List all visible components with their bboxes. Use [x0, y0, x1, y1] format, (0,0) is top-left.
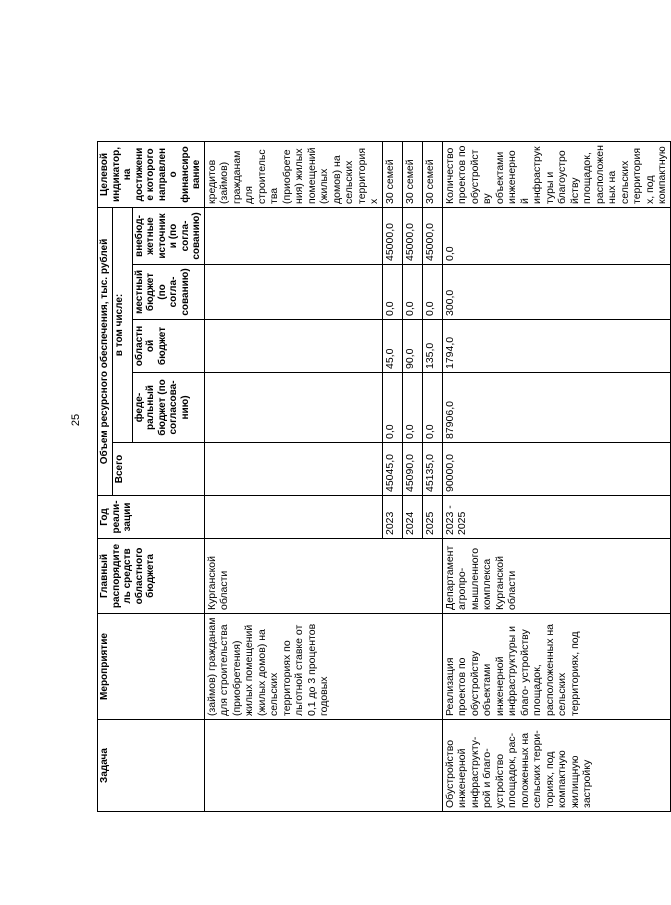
distributor-cell: Курганской области [204, 539, 442, 614]
header-local: местный бюджет (по согла- сованию) [132, 265, 204, 320]
total-cell: 90000,0 [442, 443, 670, 496]
header-regional: областной бюджет [132, 320, 204, 373]
extra-cell: 45000,0 [402, 207, 422, 264]
regional-cell: 135,0 [422, 320, 442, 373]
federal-cell: 87906,0 [442, 373, 670, 443]
rotated-table-wrapper [97, 142, 668, 812]
regional-cell: 1794,0 [442, 320, 670, 373]
header-volume: Объем ресурсного обеспечения, тыс. рублей [98, 207, 113, 495]
header-total: Всего [112, 443, 204, 496]
indicator-cell: 30 семей [402, 141, 422, 207]
year-cell: 2024 [402, 496, 422, 539]
header-year: Год реали- зации [98, 496, 205, 539]
local-cell: 0,0 [402, 265, 422, 320]
extra-cell: 45000,0 [422, 207, 442, 264]
regional-cell: 45,0 [382, 320, 402, 373]
extra-cell: 45000,0 [382, 207, 402, 264]
page-number: 25 [70, 413, 82, 427]
header-distributor: Главный распорядитель средств областного бюджета [98, 539, 205, 614]
header-task: Задача [98, 720, 205, 812]
year-cell: 2025 [422, 496, 442, 539]
distributor-cell: Департамент агропро- мышленного комплекса Курганской области [442, 539, 670, 614]
header-including: в том числе: [112, 207, 132, 442]
header-extra: внебюд- жетные источники (по согла- сованию) [132, 207, 204, 264]
local-cell: 0,0 [382, 265, 402, 320]
year-cell: 2023 [382, 496, 402, 539]
federal-cell: 0,0 [382, 373, 402, 443]
total-cell: 45135,0 [422, 443, 442, 496]
task-cell: Обустройство инженерной инфраструкту- рой и благо- устройство площадок, рас- положенных на сельских терри- ториях, под компактную жилищную застройку [442, 720, 670, 812]
year-cell: 2023 - 2025 [442, 496, 670, 539]
regional-cell: 90,0 [402, 320, 422, 373]
total-cell: 45090,0 [402, 443, 422, 496]
federal-cell: 0,0 [402, 373, 422, 443]
indicator-cell: Количество проектов по обустройству объектами инженерной инфраструктуры и благоустройству площадок, расположенных на сельских территориях, под компактную [442, 141, 670, 207]
local-cell: 0,0 [422, 265, 442, 320]
measure-cell: Реализация проектов по обустройству объектами инженерной инфраструктуры и благо- устройству площадок, расположенных на сельских территориях, под [442, 614, 670, 720]
resource-table [97, 141, 671, 812]
table-row [442, 141, 670, 811]
task-cell [204, 720, 442, 812]
total-cell: 45045,0 [382, 443, 402, 496]
extra-cell: 0,0 [442, 207, 670, 264]
indicator-cell: 30 семей [382, 141, 402, 207]
header-measure: Мероприятие [98, 614, 205, 720]
indicator-cell: 30 семей [422, 141, 442, 207]
header-federal: феде- ральный бюджет (по согласова- нию) [132, 373, 204, 443]
header-indicator: Целевой индикатор, на достижение которого направлено финансирование [98, 141, 205, 207]
indicator-text-cell: кредитов (займов) гражданам для строительства (приобретения) жилых помещений (жилых домов) на сельских территориях [204, 141, 382, 207]
federal-cell: 0,0 [422, 373, 442, 443]
measure-cell: (займов) гражданам для строительства (приобретения) жилых помещений (жилых домов) на сельских территориях по льготной ставке от 0,1 до 3 процентов годовых [204, 614, 442, 720]
local-cell: 300,0 [442, 265, 670, 320]
